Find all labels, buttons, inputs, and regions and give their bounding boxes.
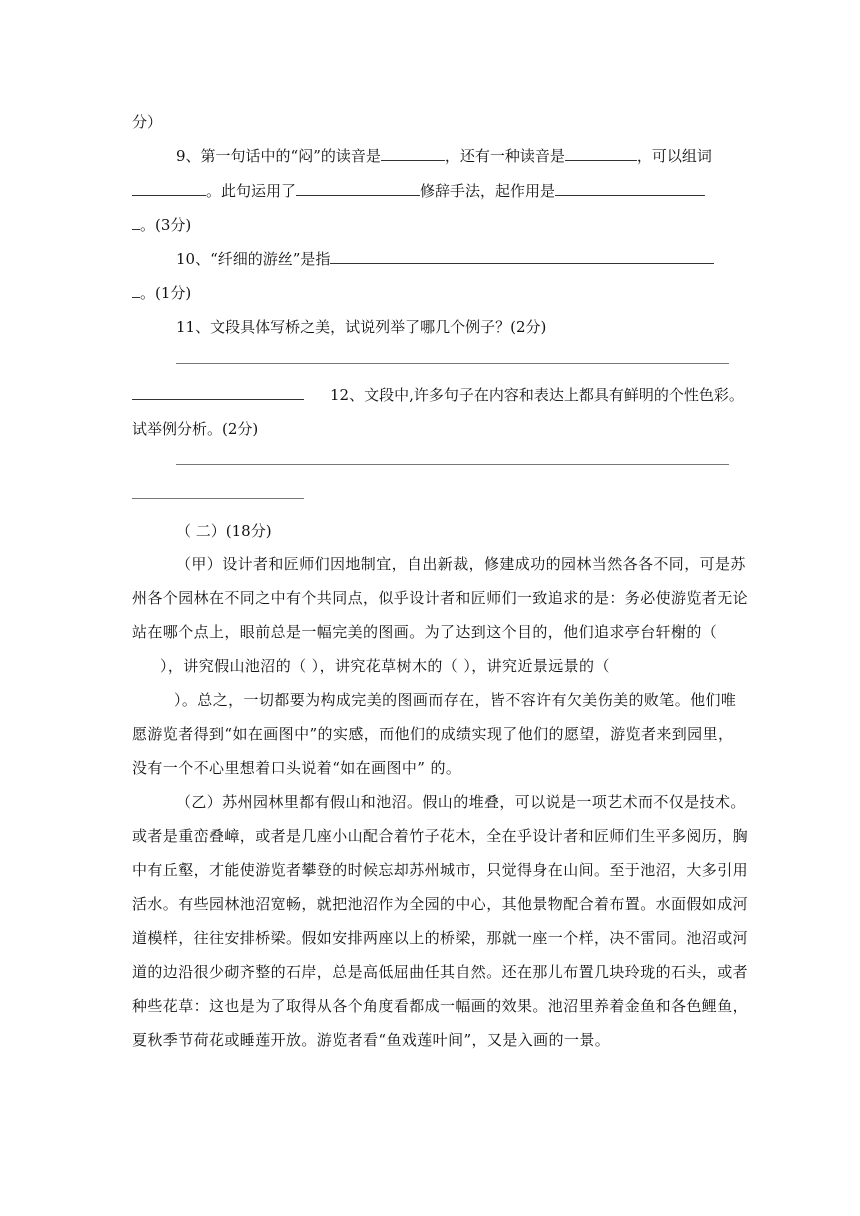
passage-jia-line: 愿游览者得到“如在画图中”的实感，而他们的成绩实现了他们的愿望，游览者来到园里， <box>132 725 734 743</box>
passage-jia-line: ）。总之，一切都要为构成完美的图画而存在，皆不容许有欠美伤美的败笔。他们唯 <box>174 691 737 709</box>
answer-blank[interactable] <box>555 181 705 196</box>
answer-blank[interactable] <box>381 146 445 161</box>
passage-yi-line: 中有丘壑，才能使游览者攀登的时候忘却苏州城市，只觉得身在山间。至于池沼，大多引用 <box>132 861 749 879</box>
question-9-line-3: 。(3分) <box>132 214 732 236</box>
answer-blank[interactable] <box>132 215 140 230</box>
answer-blank[interactable] <box>132 181 206 196</box>
passage-yi-line: 活水。有些园林池沼宽畅，就把池沼作为全园的中心，其他景物配合着布置。水面假如成河 <box>132 895 749 913</box>
passage-jia-line: ），讲究假山池沼的（ ），讲究花草树木的（ ），讲究近景远景的（ <box>160 657 610 675</box>
answer-blank[interactable] <box>330 249 714 264</box>
answer-blank[interactable] <box>296 181 420 196</box>
answer-blank[interactable] <box>132 283 140 298</box>
answer-blank[interactable] <box>132 385 304 400</box>
passage-jia-line: 站在哪个点上，眼前总是一幅完美的图画。为了达到这个目的，他们追求亭台轩榭的（ <box>132 623 718 641</box>
passage-yi-line: 道模样，往往安排桥梁。假如安排两座以上的桥梁，那就一座一个样，决不雷同。池沼或河 <box>132 929 749 947</box>
question-12-line-2: 试举例分析。(2分) <box>132 420 259 438</box>
passage-yi-line: 或者是重峦叠嶂，或者是几座小山配合着竹子花木，全在乎设计者和匠师们生平多阅历，胸 <box>132 827 749 845</box>
section-2-heading: （ 二）(18分) <box>176 522 272 540</box>
answer-line[interactable] <box>176 464 729 465</box>
question-12-line-1: 12、文段中,许多句子在内容和表达上都具有鲜明的个性色彩。 <box>132 384 732 406</box>
question-9-line-2: 。此句运用了 修辞手法，起作用是 <box>132 180 732 202</box>
answer-blank[interactable] <box>565 146 637 161</box>
passage-jia-line: （甲）设计者和匠师们因地制宜，自出新裁，修建成功的园林当然各各不同，可是苏 <box>176 555 746 573</box>
continued-score: 分） <box>132 113 163 131</box>
passage-jia-line: 州各个园林在不同之中有个共同点，似乎设计者和匠师们一致追求的是：务必使游览者无论 <box>132 589 749 607</box>
question-9-line-1: 9、第一句话中的“闷”的读音是 ，还有一种读音是 ，可以组词 <box>176 147 712 165</box>
question-10-line-1: 10、“纤细的游丝”是指 <box>176 248 776 270</box>
passage-yi-line: （乙）苏州园林里都有假山和池沼。假山的堆叠，可以说是一项艺术而不仅是技术。 <box>176 793 746 811</box>
answer-line[interactable] <box>176 363 729 364</box>
passage-yi-line: 道的边沿很少砌齐整的石岸，总是高低屈曲任其自然。还在那儿布置几块玲珑的石头，或者 <box>132 963 749 981</box>
passage-jia-line: 没有一个不心里想着口头说着“如在画图中” 的。 <box>132 759 462 777</box>
answer-line[interactable] <box>132 498 304 499</box>
passage-yi-line: 夏秋季节荷花或睡莲开放。游览者看“鱼戏莲叶间”，又是入画的一景。 <box>132 1031 611 1049</box>
question-11: 11、文段具体写桥之美，试说列举了哪几个例子？(2分) <box>176 318 547 336</box>
question-10-line-2: 。(1分) <box>132 282 732 304</box>
passage-yi-line: 种些花草：这也是为了取得从各个角度看都成一幅画的效果。池沼里养着金鱼和各色鲤鱼， <box>132 997 749 1015</box>
